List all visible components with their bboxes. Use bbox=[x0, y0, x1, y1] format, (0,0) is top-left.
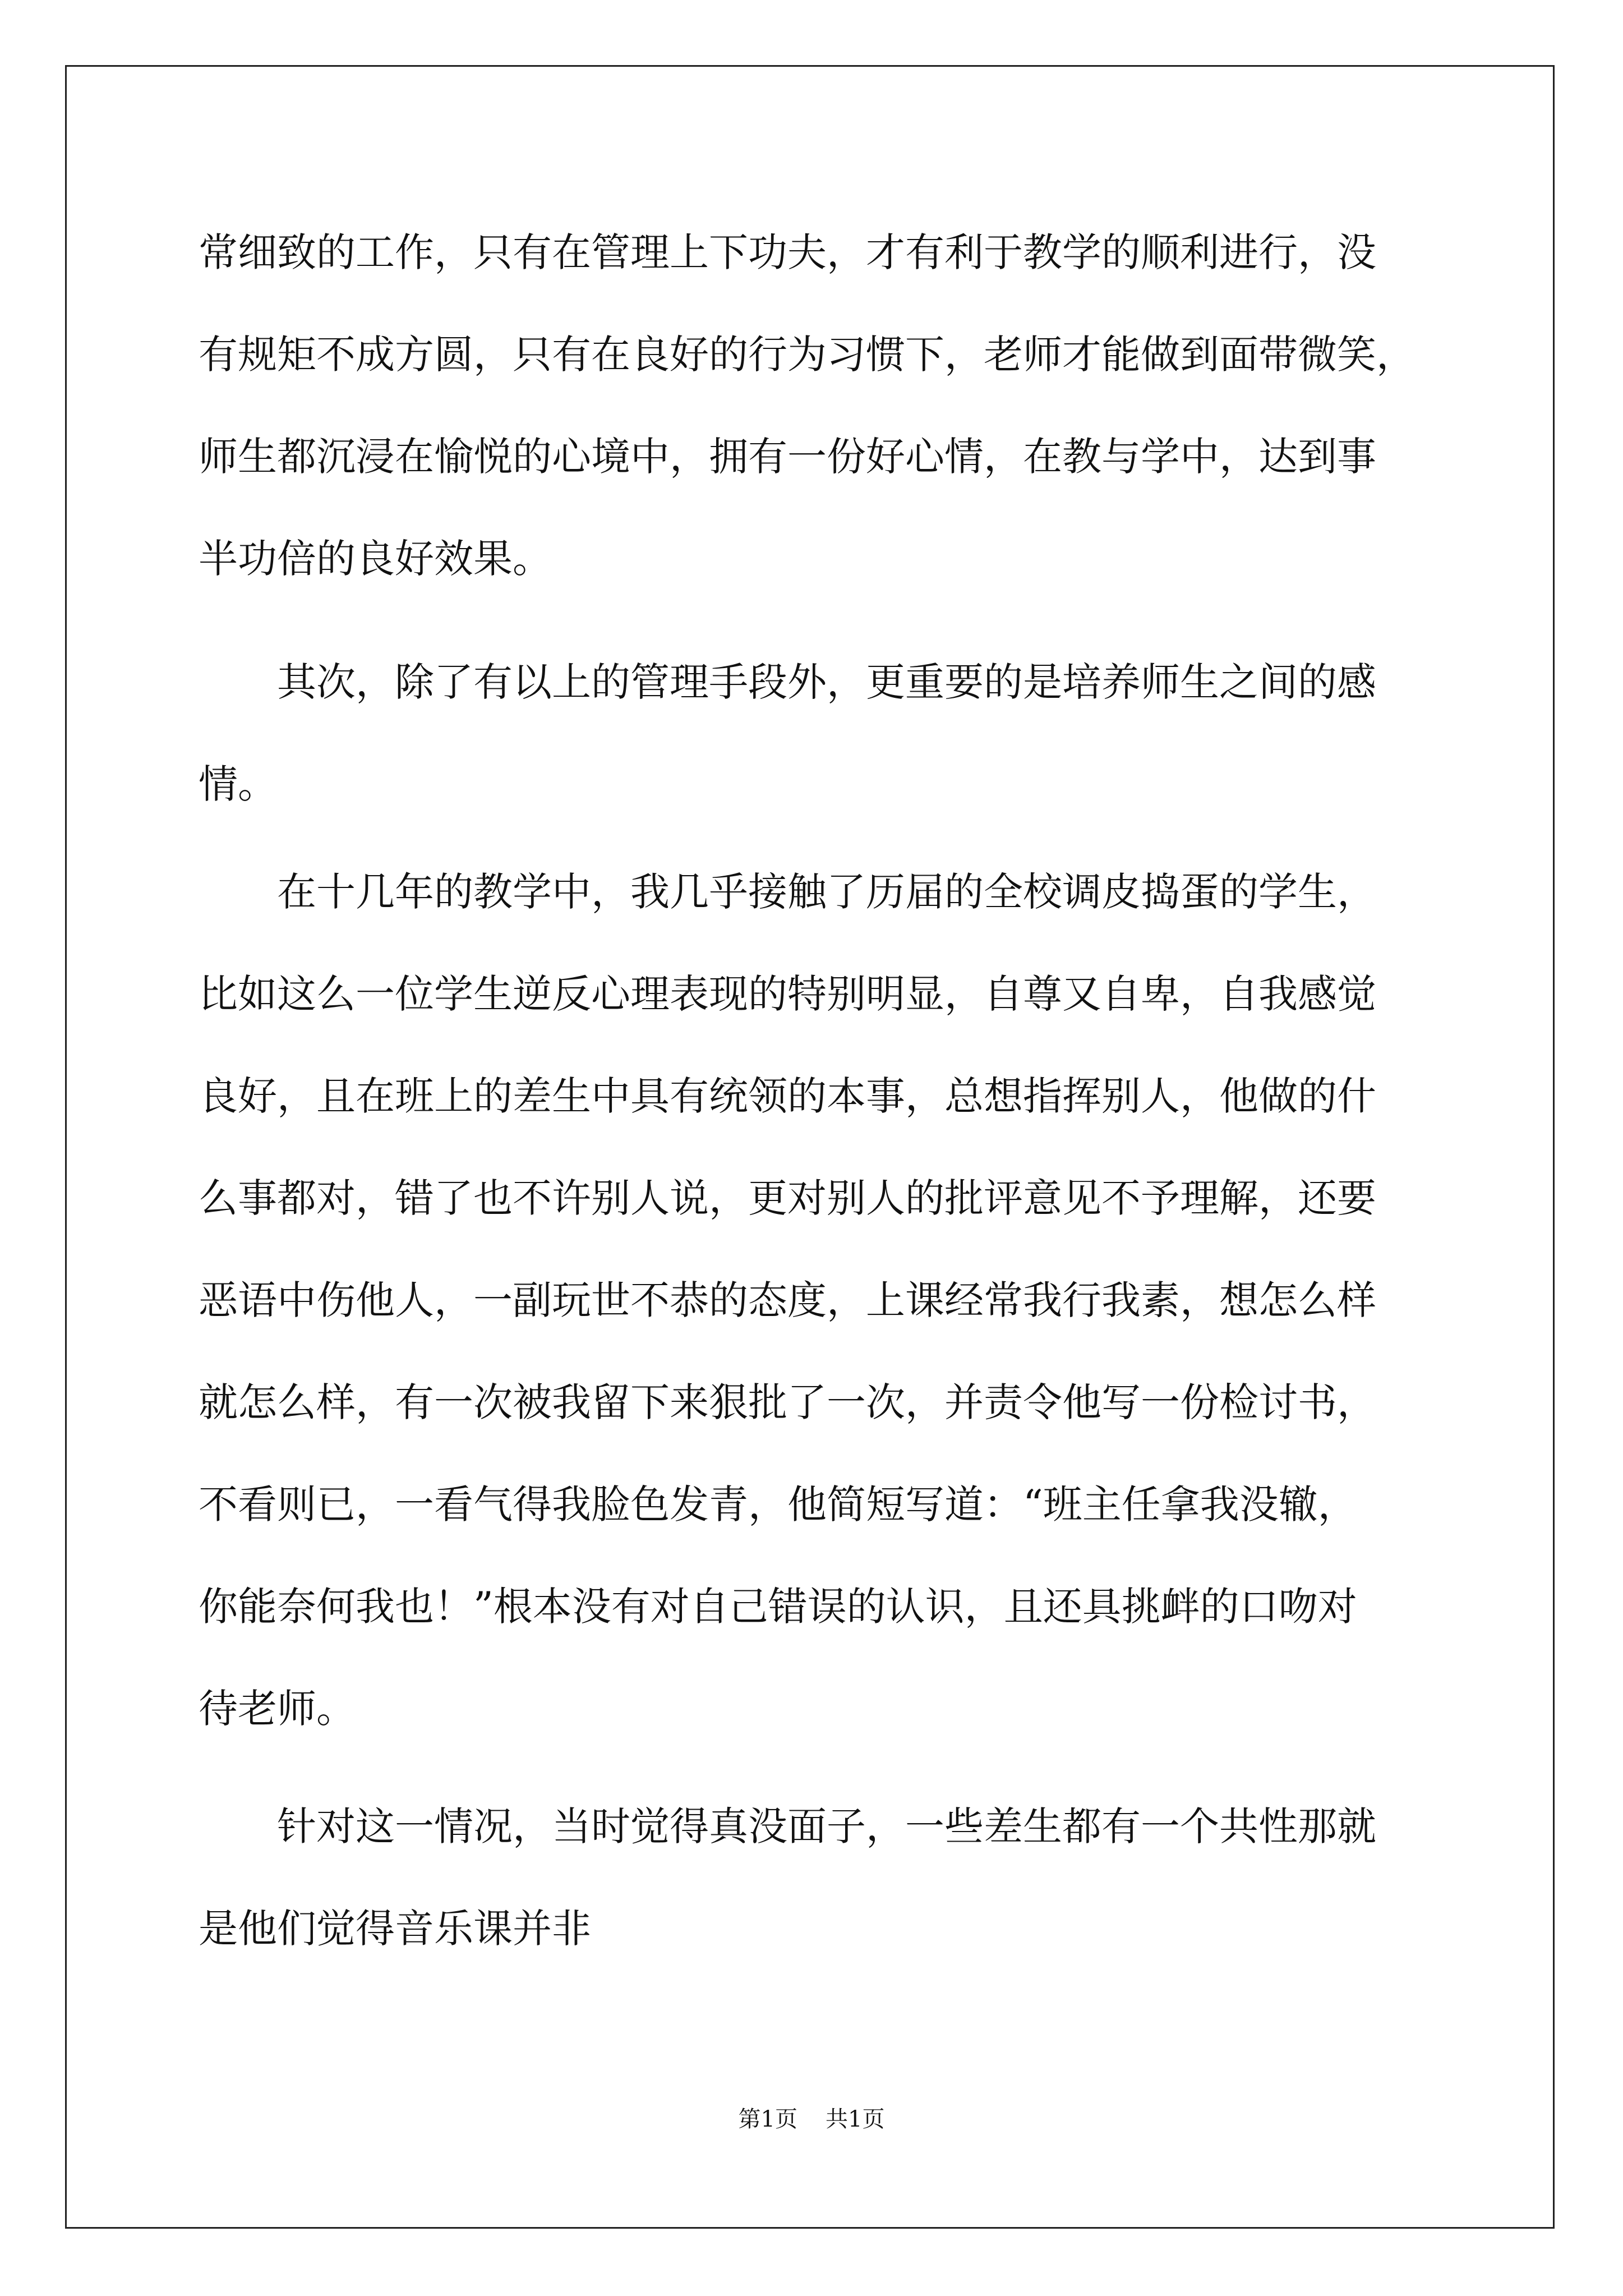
body-text-line: 针对这一情况，当时觉得真没面子，一些差生都有一个共性那就 bbox=[199, 1803, 1376, 1849]
body-text-line: 在十几年的教学中，我几乎接触了历届的全校调皮捣蛋的学生， bbox=[199, 869, 1376, 915]
body-text-line: 么事都对，错了也不许别人说，更对别人的批评意见不予理解，还要 bbox=[199, 1175, 1376, 1221]
body-text-line: 有规矩不成方圆，只有在良好的行为习惯下，老师才能做到面带微笑， bbox=[199, 332, 1415, 378]
body-text-line: 就怎么样，有一次被我留下来狠批了一次，并责令他写一份检讨书， bbox=[199, 1379, 1376, 1425]
body-text-line: 你能奈何我也！”根本没有对自己错误的认识，且还具挑衅的口吻对 bbox=[199, 1584, 1357, 1630]
body-text-line: 良好，且在班上的差生中具有统领的本事，总想指挥别人，他做的什 bbox=[199, 1073, 1376, 1119]
page-number: 第1页 bbox=[738, 2106, 797, 2132]
body-text-line: 待老师。 bbox=[199, 1686, 356, 1732]
body-text-line: 半功倍的良好效果。 bbox=[199, 536, 552, 582]
body-text-line: 情。 bbox=[199, 761, 277, 807]
body-text-line: 师生都沉浸在愉悦的心境中，拥有一份好心情，在教与学中，达到事 bbox=[199, 434, 1376, 480]
body-text-line: 不看则已，一看气得我脸色发青，他简短写道：“班主任拿我没辙， bbox=[199, 1481, 1357, 1527]
body-text-line: 比如这么一位学生逆反心理表现的特别明显，自尊又自卑，自我感觉 bbox=[199, 971, 1376, 1017]
page-footer bbox=[0, 2102, 1623, 2136]
body-text-line: 其次，除了有以上的管理手段外，更重要的是培养师生之间的感 bbox=[199, 659, 1376, 705]
body-text-line: 常细致的工作，只有在管理上下功夫，才有利于教学的顺利进行，没 bbox=[199, 229, 1376, 275]
body-text-line: 恶语中伤他人，一副玩世不恭的态度，上课经常我行我素，想怎么样 bbox=[199, 1277, 1376, 1323]
body-text-line: 是他们觉得音乐课并非 bbox=[199, 1906, 591, 1952]
page-total: 共1页 bbox=[826, 2106, 885, 2132]
